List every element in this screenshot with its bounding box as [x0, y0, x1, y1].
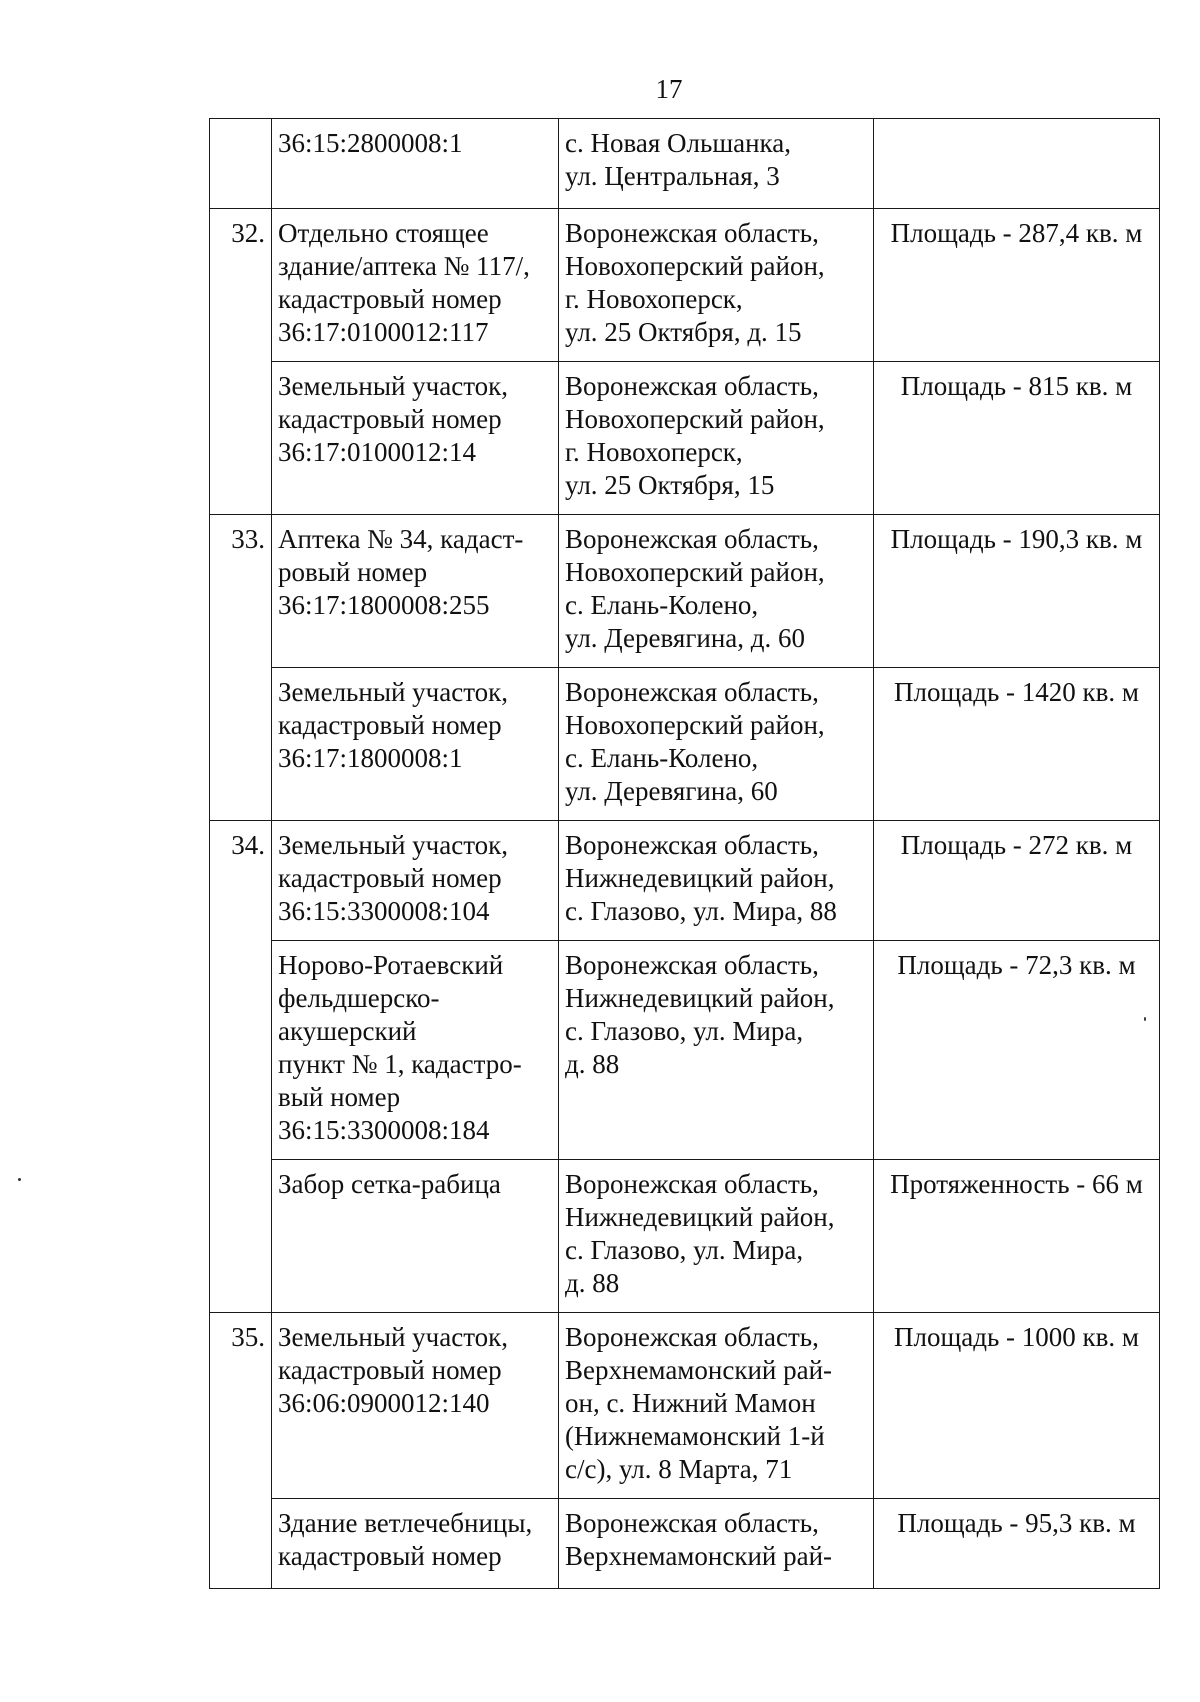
object-line: фельдшерско- — [278, 983, 440, 1013]
address-line: ул. 25 Октября, д. 15 — [565, 317, 802, 347]
address-line: он, с. Нижний Мамон — [565, 1388, 816, 1418]
address-line: с/с), ул. 8 Марта, 71 — [565, 1454, 793, 1484]
area-cell: Площадь - 1000 кв. м — [874, 1313, 1160, 1499]
page-number: 17 — [655, 74, 683, 104]
address-line: ул. Деревягина, 60 — [565, 776, 778, 806]
table-row — [210, 821, 1160, 941]
address-line: ул. 25 Октября, 15 — [565, 470, 775, 500]
address-line: с. Глазово, ул. Мира, — [565, 1016, 804, 1046]
address-cell — [559, 1160, 874, 1313]
property-table — [209, 118, 1160, 1589]
address-line: с. Елань-Колено, — [565, 743, 759, 773]
address-cell — [559, 362, 874, 515]
object-line: 36:17:0100012:14 — [278, 437, 477, 467]
area-cell: Площадь - 287,4 кв. м — [874, 209, 1160, 362]
object-cell — [272, 821, 559, 941]
area-cell: Площадь - 272 кв. м — [874, 821, 1160, 941]
item-number — [210, 119, 272, 209]
address-line: с. Глазово, ул. Мира, — [565, 1235, 804, 1265]
item-number: 33. — [210, 515, 272, 821]
address-line: Нижнедевицкий район, — [565, 863, 835, 893]
item-number: 35. — [210, 1313, 272, 1589]
address-cell — [559, 119, 874, 209]
object-cell — [272, 668, 559, 821]
object-line: вый номер — [278, 1082, 401, 1112]
object-line: здание/аптека № 117/, — [278, 251, 530, 281]
address-line: Нижнедевицкий район, — [565, 983, 835, 1013]
area-cell: Протяженность - 66 м — [874, 1160, 1160, 1313]
address-line: д. 88 — [565, 1049, 620, 1079]
address-line: с. Глазово, ул. Мира, 88 — [565, 896, 837, 926]
address-line: ул. Центральная, 3 — [565, 161, 780, 191]
table-row — [210, 1499, 1160, 1589]
object-line: Земельный участок, — [278, 1322, 509, 1352]
address-line: г. Новохоперск, — [565, 437, 743, 467]
address-line: Воронежская область, — [565, 524, 819, 554]
address-cell — [559, 1313, 874, 1499]
item-number: 34. — [210, 821, 272, 1313]
scan-speck — [1144, 1017, 1146, 1021]
area-cell: Площадь - 72,3 кв. м — [874, 941, 1160, 1160]
object-line: 36:15:3300008:104 — [278, 896, 490, 926]
object-line: Отдельно стоящее — [278, 218, 489, 248]
object-line: пункт № 1, кадастро- — [278, 1049, 522, 1079]
object-line: Аптека № 34, кадаст- — [278, 524, 524, 554]
address-line: Новохоперский район, — [565, 251, 825, 281]
area-cell: Площадь - 815 кв. м — [874, 362, 1160, 515]
object-cell — [272, 515, 559, 668]
scan-speck — [18, 1178, 21, 1181]
address-line: Нижнедевицкий район, — [565, 1202, 835, 1232]
area-cell: Площадь - 190,3 кв. м — [874, 515, 1160, 668]
address-line: Воронежская область, — [565, 677, 819, 707]
area-cell: Площадь - 95,3 кв. м — [874, 1499, 1160, 1589]
address-line: Воронежская область, — [565, 1508, 819, 1538]
address-cell — [559, 209, 874, 362]
table-row — [210, 362, 1160, 515]
object-cell — [272, 209, 559, 362]
address-line: Верхнемамонский рай- — [565, 1355, 833, 1385]
object-line: Земельный участок, — [278, 677, 509, 707]
address-cell — [559, 515, 874, 668]
table-row — [210, 1313, 1160, 1499]
address-line: Новохоперский район, — [565, 557, 825, 587]
object-cell — [272, 119, 559, 209]
address-line: Верхнемамонский рай- — [565, 1541, 833, 1571]
address-line: д. 88 — [565, 1268, 620, 1298]
address-line: Новохоперский район, — [565, 710, 825, 740]
object-line: Здание ветлечебницы, — [278, 1508, 533, 1538]
address-cell — [559, 668, 874, 821]
table-row — [210, 1160, 1160, 1313]
area-cell — [874, 119, 1160, 209]
object-line: 36:17:1800008:1 — [278, 743, 463, 773]
address-line: Воронежская область, — [565, 1169, 819, 1199]
object-line: Забор сетка-рабица — [278, 1169, 501, 1199]
object-line: Норово-Ротаевский — [278, 950, 504, 980]
object-line: кадастровый номер — [278, 284, 502, 314]
address-line: Воронежская область, — [565, 950, 819, 980]
table-row — [210, 941, 1160, 1160]
address-line: Воронежская область, — [565, 1322, 819, 1352]
object-cell — [272, 1499, 559, 1589]
address-line: Воронежская область, — [565, 218, 819, 248]
table-row — [210, 668, 1160, 821]
object-line: кадастровый номер — [278, 1355, 502, 1385]
address-line: (Нижнемамонский 1-й — [565, 1421, 825, 1451]
object-cell — [272, 1160, 559, 1313]
table-row — [210, 209, 1160, 362]
object-line: кадастровый номер — [278, 404, 502, 434]
address-line: ул. Деревягина, д. 60 — [565, 623, 806, 653]
address-line: с. Новая Ольшанка, — [565, 128, 791, 158]
address-line: г. Новохоперск, — [565, 284, 743, 314]
address-line: Воронежская область, — [565, 830, 819, 860]
address-line: Новохоперский район, — [565, 404, 825, 434]
object-line: кадастровый номер — [278, 863, 502, 893]
address-cell — [559, 941, 874, 1160]
table-row — [210, 119, 1160, 209]
object-line: ровый номер — [278, 557, 428, 587]
address-line: с. Елань-Колено, — [565, 590, 759, 620]
item-number: 32. — [210, 209, 272, 515]
object-line: Земельный участок, — [278, 371, 509, 401]
address-line: Воронежская область, — [565, 371, 819, 401]
object-line: 36:15:3300008:184 — [278, 1115, 490, 1145]
object-cell — [272, 941, 559, 1160]
object-line: 36:06:0900012:140 — [278, 1388, 490, 1418]
object-line: 36:15:2800008:1 — [278, 128, 463, 158]
address-cell — [559, 821, 874, 941]
object-line: акушерский — [278, 1016, 417, 1046]
object-line: 36:17:0100012:117 — [278, 317, 489, 347]
object-line: 36:17:1800008:255 — [278, 590, 490, 620]
object-cell — [272, 362, 559, 515]
object-cell — [272, 1313, 559, 1499]
address-cell — [559, 1499, 874, 1589]
object-line: Земельный участок, — [278, 830, 509, 860]
object-line: кадастровый номер — [278, 710, 502, 740]
object-line: кадастровый номер — [278, 1541, 502, 1571]
area-cell: Площадь - 1420 кв. м — [874, 668, 1160, 821]
table-row — [210, 515, 1160, 668]
